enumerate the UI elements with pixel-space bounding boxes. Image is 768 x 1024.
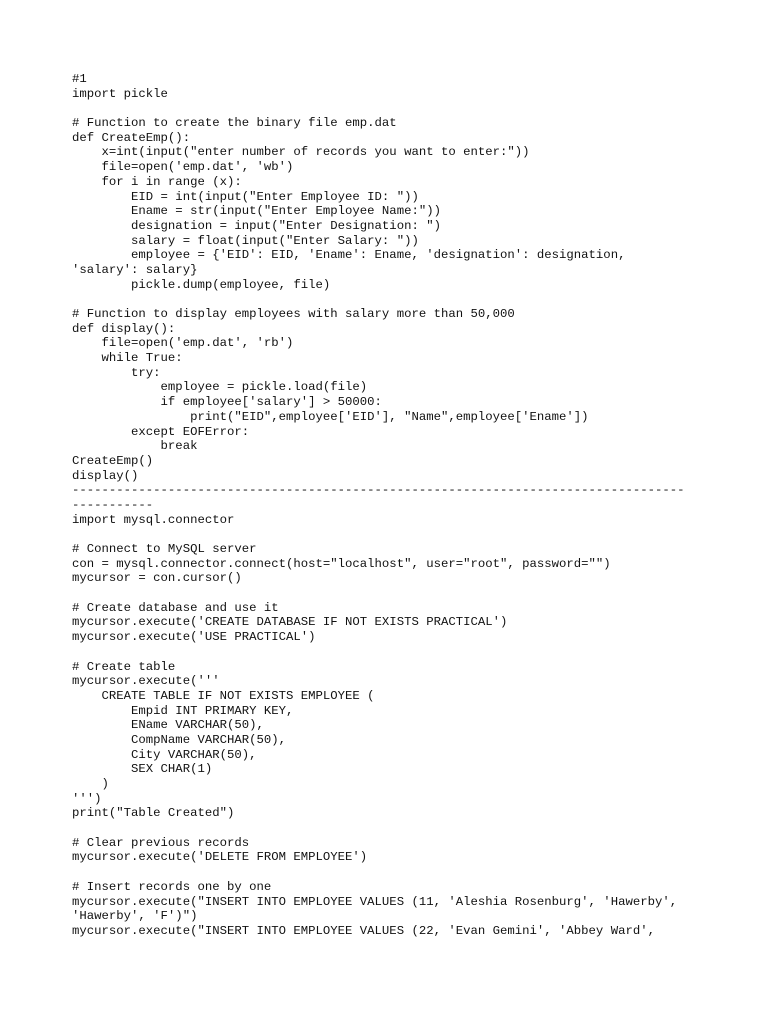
code-line — [72, 292, 685, 307]
code-line: mycursor = con.cursor() — [72, 571, 242, 586]
code-line: import pickle — [72, 86, 168, 101]
code-line: file=open('emp.dat', 'rb') — [72, 336, 294, 351]
code-listing — [72, 72, 685, 939]
code-line: except EOFError: — [72, 424, 250, 439]
code-line — [72, 527, 685, 542]
code-line: 'Hawerby', 'F')") — [72, 909, 198, 924]
code-line: while True: — [72, 351, 183, 366]
code-line: if employee['salary'] > 50000: — [72, 395, 382, 410]
code-line: # Clear previous records — [72, 835, 250, 850]
code-line: break — [72, 439, 198, 454]
code-line: def CreateEmp(): — [72, 130, 191, 145]
code-line: mycursor.execute('DELETE FROM EMPLOYEE') — [72, 850, 368, 865]
code-line: # Create database and use it — [72, 600, 279, 615]
code-line: for i in range (x): — [72, 174, 242, 189]
code-line: file=open('emp.dat', 'wb') — [72, 160, 294, 175]
code-line: ) — [72, 777, 109, 791]
code-line: display() — [72, 468, 139, 483]
code-line: print("EID",employee['EID'], "Name",employee['Ename']) — [72, 409, 589, 424]
code-line: City VARCHAR(50), — [72, 747, 257, 762]
code-line: CREATE TABLE IF NOT EXISTS EMPLOYEE ( — [72, 688, 375, 703]
code-line: CreateEmp() — [72, 453, 154, 468]
code-line: Ename = str(input("Enter Employee Name:")) — [72, 204, 441, 219]
code-line: designation = input("Enter Designation: ") — [72, 218, 441, 233]
code-line: def display(): — [72, 321, 176, 336]
code-line: Empid INT PRIMARY KEY, — [72, 703, 294, 718]
code-line: mycursor.execute("INSERT INTO EMPLOYEE VALUES (11, 'Aleshia Rosenburg', 'Hawerby', — [72, 894, 678, 909]
code-line — [72, 586, 685, 601]
code-line: ----------- — [72, 497, 154, 512]
code-line: employee = {'EID': EID, 'Ename': Ename, 'designation': designation, — [72, 248, 626, 263]
code-line — [72, 865, 685, 880]
code-line: CompName VARCHAR(50), — [72, 732, 287, 747]
code-line: salary = float(input("Enter Salary: ")) — [72, 233, 419, 248]
code-line: print("Table Created") — [72, 806, 235, 821]
code-line: SEX CHAR(1) — [72, 762, 213, 777]
code-line: # Insert records one by one — [72, 879, 272, 894]
code-line: ''') — [72, 791, 102, 806]
code-line: # Create table — [72, 659, 176, 674]
code-line: mycursor.execute('USE PRACTICAL') — [72, 630, 316, 645]
code-line: x=int(input("enter number of records you want to enter:")) — [72, 145, 530, 160]
code-line — [72, 101, 685, 116]
code-line: # Function to display employees with salary more than 50,000 — [72, 307, 515, 321]
code-line: #1 — [72, 72, 87, 86]
code-line: mycursor.execute("INSERT INTO EMPLOYEE VALUES (22, 'Evan Gemini', 'Abbey Ward', — [72, 923, 655, 938]
code-line: employee = pickle.load(file) — [72, 380, 368, 395]
code-line: mycursor.execute('CREATE DATABASE IF NOT EXISTS PRACTICAL') — [72, 615, 508, 630]
code-line — [72, 645, 685, 660]
code-line: import mysql.connector — [72, 512, 235, 527]
code-line: EID = int(input("Enter Employee ID: ")) — [72, 189, 419, 204]
code-line — [72, 821, 685, 836]
code-line: try: — [72, 365, 161, 380]
code-line: # Connect to MySQL server — [72, 542, 257, 556]
code-line: ----------------------------------------------------------------------------------- — [72, 483, 685, 498]
code-line: pickle.dump(employee, file) — [72, 277, 331, 292]
code-line: # Function to create the binary file emp.dat — [72, 116, 397, 131]
code-line: con = mysql.connector.connect(host="localhost", user="root", password="") — [72, 556, 611, 571]
code-line: mycursor.execute(''' — [72, 674, 220, 689]
code-line: EName VARCHAR(50), — [72, 718, 264, 733]
code-line: 'salary': salary} — [72, 262, 198, 277]
